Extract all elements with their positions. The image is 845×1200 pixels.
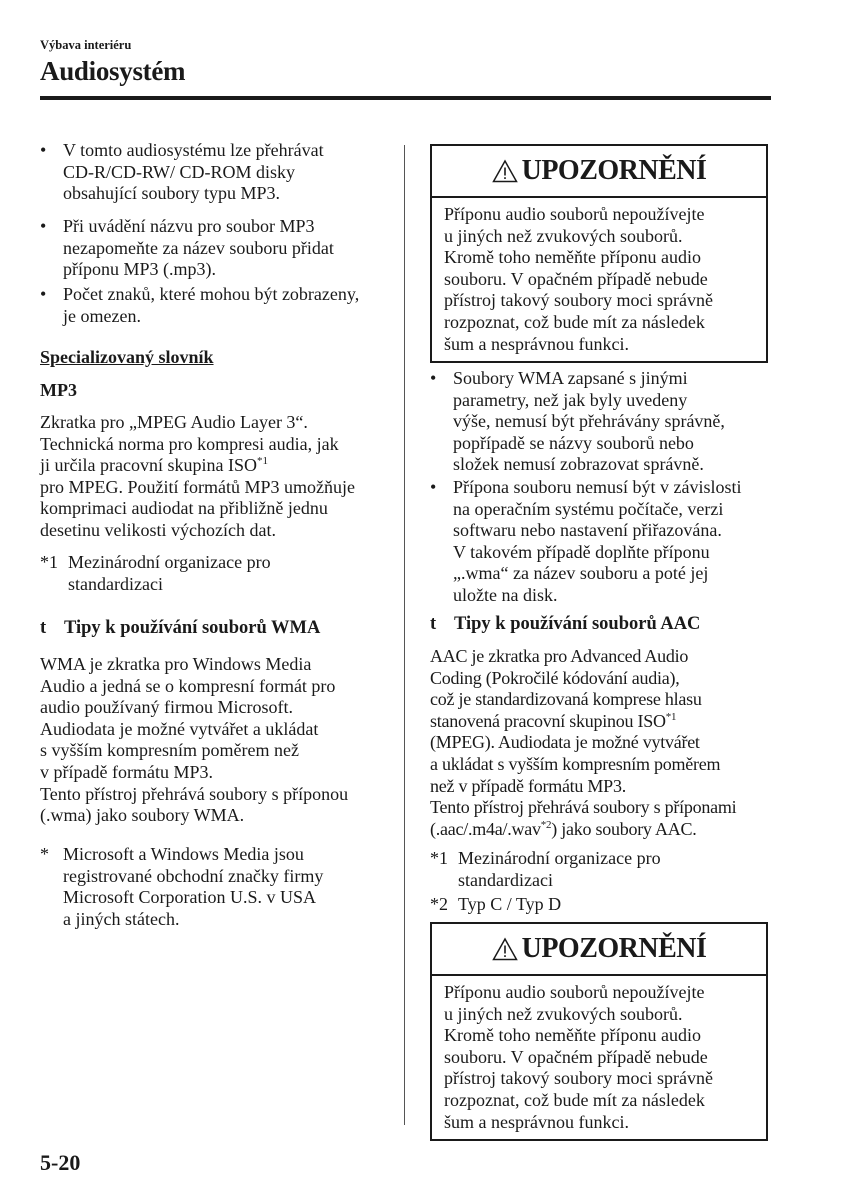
definition-text: pro MPEG. Použití formátů MP3 umožňuje komprimaci audiodat na přibližně jednu desetinu velikosti výchozích dat. — [40, 476, 355, 540]
glossary-heading: Specializovaný slovník — [40, 347, 214, 367]
warning-triangle-icon — [492, 159, 518, 183]
footnote-mark: *1 — [40, 552, 58, 572]
bullet-icon: • — [40, 140, 47, 160]
caution-header — [432, 146, 766, 198]
page-title: Audiosystém — [40, 56, 186, 86]
note-text: Microsoft a Windows Media jsou registrované obchodní značky firmy Microsoft Corporation U.S. v USA a jiných státech. — [63, 844, 324, 929]
aac-text: (MPEG). Audiodata je možné vytvářet a ukládat s vyšším kompresním poměrem než v případě formátu MP3. Tento přístroj přehrává soubory s příponami (.aac/.m4a/.wav — [430, 732, 737, 839]
heading-marker: t — [430, 614, 437, 634]
bullet-icon: • — [430, 477, 437, 497]
footnote — [430, 894, 561, 916]
bullet-item — [40, 216, 334, 281]
footnote-ref: *2 — [540, 818, 552, 831]
footnote-mark: *2 — [430, 894, 448, 914]
caution-text: Příponu audio souborů nepoužívejte u jiných než zvukových souborů. Kromě toho neměňte příponu audio souboru. V opačném případě nebude přístroj takový soubory moci správně rozpoznat, což bude mít za následek šum a nesprávnou funkci. — [444, 982, 713, 1132]
caution-title: UPOZORNĚNÍ — [521, 155, 707, 186]
footnote-text: Mezinárodní organizace pro standardizaci — [68, 552, 271, 594]
bullet-text: Přípona souboru nemusí být v závislosti na operačním systému počítače, verzi softwaru nebo nastavení přiřazována. V takovém případě doplňte příponu „.wma“ za název souboru a poté jej uložte na disk. — [453, 477, 742, 605]
caution-box — [430, 922, 768, 1141]
bullet-text: V tomto audiosystému lze přehrávat CD-R/CD-RW/ CD-ROM disky obsahující soubory typu MP3. — [63, 140, 324, 204]
aac-paragraph — [430, 646, 736, 840]
definition-text: Zkratka pro „MPEG Audio Layer 3“. Technická norma pro kompresi audia, jak ji určila pracovní skupina ISO — [40, 412, 339, 476]
page-number: 5-20 — [40, 1150, 81, 1175]
caution-text: Příponu audio souborů nepoužívejte u jiných než zvukových souborů. Kromě toho neměňte příponu audio souboru. V opačném případě nebude přístroj takový soubory moci správně rozpoznat, což bude mít za následek šum a nesprávnou funkci. — [444, 204, 713, 354]
column-divider — [404, 145, 405, 1125]
bullet-text: Počet znaků, které mohou být zobrazeny, je omezen. — [63, 284, 360, 326]
footnote-ref: *1 — [665, 710, 677, 723]
caution-title: UPOZORNĚNÍ — [521, 933, 707, 964]
section-label: Výbava interiéru — [40, 38, 132, 52]
note-mark: * — [40, 844, 49, 864]
trademark-note — [40, 844, 323, 930]
warning-triangle-icon — [492, 937, 518, 961]
wma-paragraph: WMA je zkratka pro Windows Media Audio a jedná se o kompresní formát pro audio používaný firmou Microsoft. Audiodata je možné vytvářet a ukládat s vyšším kompresním poměrem než v případě formátu MP3. Tento přístroj přehrává soubory s příponou (.wma) jako soubory WMA. — [40, 654, 349, 826]
footnote-text: Typ C / Typ D — [458, 894, 562, 914]
bullet-item — [40, 140, 324, 205]
aac-text: ) jako soubory AAC. — [551, 818, 697, 839]
heading-text: Tipy k používání souborů AAC — [454, 614, 701, 634]
bullet-icon: • — [40, 284, 47, 304]
footnote — [430, 848, 661, 891]
aac-heading — [430, 614, 700, 635]
caution-header — [432, 924, 766, 976]
bullet-item — [430, 368, 725, 476]
glossary-definition — [40, 412, 355, 542]
wma-heading — [40, 618, 320, 639]
footnote-mark: *1 — [430, 848, 448, 868]
bullet-item — [430, 477, 741, 607]
title-rule — [40, 96, 771, 100]
heading-marker: t — [40, 618, 47, 638]
footnote-ref: *1 — [256, 455, 268, 468]
aac-text: AAC je zkratka pro Advanced Audio Coding (Pokročilé kódování audia), což je standardizovaná komprese hlasu stanovená pracovní skupinou ISO — [430, 646, 702, 731]
glossary-term: MP3 — [40, 380, 77, 400]
footnote — [40, 552, 271, 595]
heading-text: Tipy k používání souborů WMA — [64, 618, 321, 638]
footnote-text: Mezinárodní organizace pro standardizaci — [458, 848, 661, 890]
bullet-item — [40, 284, 359, 327]
bullet-icon: • — [430, 368, 437, 388]
bullet-icon: • — [40, 216, 47, 236]
bullet-text: Při uvádění názvu pro soubor MP3 nezapomeňte za název souboru přidat příponu MP3 (.mp3). — [63, 216, 334, 280]
caution-box — [430, 144, 768, 363]
bullet-text: Soubory WMA zapsané s jinými parametry, než jak byly uvedeny výše, nemusí být přehrávány správně, popřípadě se názvy souborů nebo složek nemusí zobrazovat správně. — [453, 368, 725, 475]
